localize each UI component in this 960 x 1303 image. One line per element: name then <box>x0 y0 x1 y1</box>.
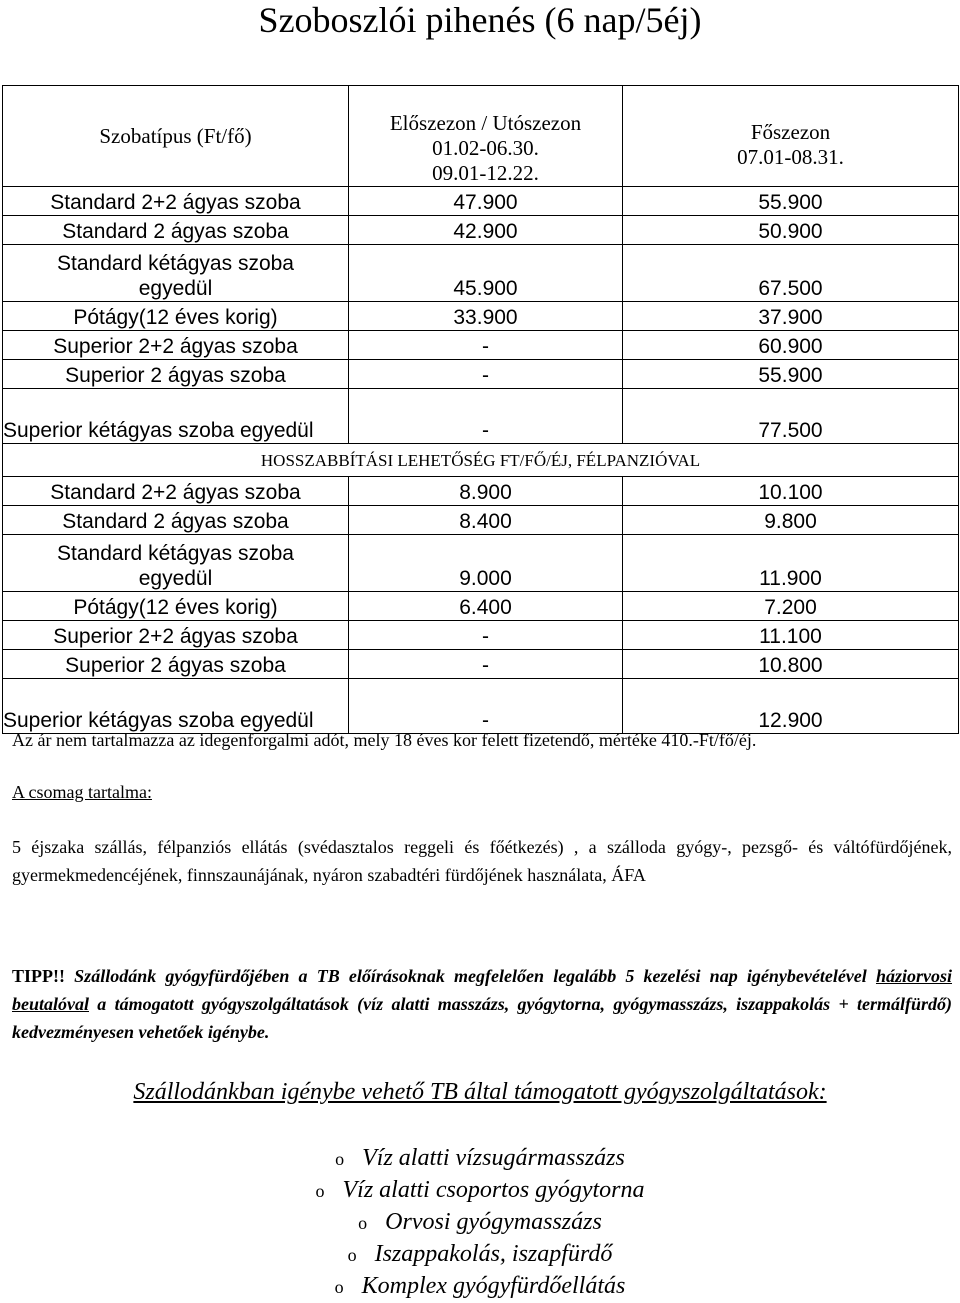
tipp-text-2: a támogatott gyógyszolgáltatások (víz alatti masszázs, gyógytorna, gyógymasszázs, iszappakolás + termálfürdő) kedvezményesen vehetőek igénybe. <box>12 994 952 1042</box>
package-title: A csomag tartalma: <box>12 782 152 802</box>
room-type-cell <box>3 650 349 679</box>
room-type-cell <box>3 535 349 592</box>
room-type-cell <box>3 187 349 216</box>
preseason-price: - <box>349 650 623 679</box>
tipp-underlined: háziorvosi beutalóval <box>12 966 952 1014</box>
room-type-line: Superior kétágyas szoba egyedül <box>3 419 314 442</box>
list-item <box>0 1238 960 1270</box>
header-preseason-line: Előszezon / Utószezon <box>389 111 582 135</box>
room-type-line: Superior 2 ágyas szoba <box>65 654 286 677</box>
mainseason-price: 11.100 <box>623 621 959 650</box>
service-label: Orvosi gyógymasszázs <box>385 1209 602 1235</box>
room-type-line: Standard kétágyas szoba <box>57 252 294 275</box>
list-item <box>0 1270 960 1302</box>
mainseason-price: 11.900 <box>623 535 959 592</box>
list-item <box>0 1142 960 1174</box>
room-type-cell <box>3 331 349 360</box>
header-mainseason <box>623 86 959 187</box>
table-row <box>3 506 959 535</box>
room-type-cell <box>3 506 349 535</box>
header-room-type: Szobatípus (Ft/fő) <box>3 86 349 187</box>
room-type-cell <box>3 216 349 245</box>
room-type-line: Pótágy(12 éves korig) <box>73 596 278 619</box>
header-mainseason-line: Főszezon <box>750 120 831 144</box>
table-row <box>3 187 959 216</box>
page-title: Szoboszlói pihenés (6 nap/5éj) <box>258 0 702 40</box>
table-row <box>3 621 959 650</box>
header-preseason-line: 01.02-06.30. <box>432 136 539 160</box>
room-type-line: egyedül <box>138 567 213 590</box>
mainseason-price: 10.800 <box>623 650 959 679</box>
room-type-line: Standard 2 ágyas szoba <box>62 510 289 533</box>
room-type-cell <box>3 592 349 621</box>
room-type-cell <box>3 477 349 506</box>
room-type-cell <box>3 389 349 444</box>
preseason-price: 9.000 <box>349 535 623 592</box>
room-type-line: Superior 2 ágyas szoba <box>65 364 286 387</box>
room-type-cell <box>3 621 349 650</box>
room-type-cell <box>3 245 349 302</box>
room-type-cell <box>3 360 349 389</box>
preseason-price: - <box>349 360 623 389</box>
preseason-price: 8.400 <box>349 506 623 535</box>
table-row <box>3 302 959 331</box>
bullet-icon: o <box>358 1213 368 1233</box>
room-type-line: Superior 2+2 ágyas szoba <box>53 335 298 358</box>
mainseason-price: 10.100 <box>623 477 959 506</box>
tipp-text-1: Szállodánk gyógyfürdőjében a TB előírásoknak megfelelően legalább 5 kezelési nap igénybevételével <box>65 966 876 986</box>
table-row <box>3 245 959 302</box>
preseason-price: 45.900 <box>349 245 623 302</box>
room-type-cell <box>3 302 349 331</box>
room-type-line: Standard 2 ágyas szoba <box>62 220 289 243</box>
mainseason-price: 55.900 <box>623 360 959 389</box>
header-preseason-line: 09.01-12.22. <box>432 161 539 185</box>
bullet-icon: o <box>334 1277 344 1297</box>
mainseason-price: 37.900 <box>623 302 959 331</box>
room-type-line: Standard kétágyas szoba <box>57 542 294 565</box>
table-header-row <box>3 86 959 187</box>
room-type-line: Standard 2+2 ágyas szoba <box>50 191 301 214</box>
bullet-icon: o <box>315 1181 325 1201</box>
extension-title: HOSSZABBÍTÁSI LEHETŐSÉG FT/FŐ/ÉJ, FÉLPANZIÓVAL <box>3 444 959 477</box>
preseason-price: - <box>349 679 623 734</box>
mainseason-price: 12.900 <box>623 679 959 734</box>
service-label: Komplex gyógyfürdőellátás <box>361 1273 626 1299</box>
service-label: Iszappakolás, iszapfürdő <box>374 1241 613 1267</box>
tipp-label: TIPP!! <box>12 966 65 986</box>
preseason-price: 33.900 <box>349 302 623 331</box>
table-row <box>3 477 959 506</box>
room-type-line: egyedül <box>138 277 213 300</box>
table-row <box>3 360 959 389</box>
list-item <box>0 1206 960 1238</box>
preseason-price: 8.900 <box>349 477 623 506</box>
header-preseason <box>349 86 623 187</box>
table-row <box>3 650 959 679</box>
bullet-icon: o <box>335 1149 345 1169</box>
preseason-price: 6.400 <box>349 592 623 621</box>
tipp-paragraph <box>12 962 952 1046</box>
table-row <box>3 331 959 360</box>
tax-note: Az ár nem tartalmazza az idegenforgalmi adót, mely 18 éves kor felett fizetendő, mértéke 410.-Ft/fő/éj. <box>12 730 757 750</box>
bullet-icon: o <box>347 1245 357 1265</box>
preseason-price: - <box>349 621 623 650</box>
mainseason-price: 7.200 <box>623 592 959 621</box>
mainseason-price: 60.900 <box>623 331 959 360</box>
service-label: Víz alatti vízsugármasszázs <box>362 1145 625 1171</box>
mainseason-price: 9.800 <box>623 506 959 535</box>
room-type-line: Pótágy(12 éves korig) <box>73 306 278 329</box>
table-row <box>3 535 959 592</box>
mainseason-price: 55.900 <box>623 187 959 216</box>
room-type-line: Superior 2+2 ágyas szoba <box>53 625 298 648</box>
table-row <box>3 216 959 245</box>
preseason-price: - <box>349 389 623 444</box>
mainseason-price: 67.500 <box>623 245 959 302</box>
preseason-price: 42.900 <box>349 216 623 245</box>
price-table <box>2 85 959 734</box>
list-item <box>0 1174 960 1206</box>
mainseason-price: 77.500 <box>623 389 959 444</box>
preseason-price: 47.900 <box>349 187 623 216</box>
table-row <box>3 389 959 444</box>
header-mainseason-line: 07.01-08.31. <box>737 145 844 169</box>
package-text: 5 éjszaka szállás, félpanziós ellátás (svédasztalos reggeli és főétkezés) , a szálloda gyógy-, pezsgő- és váltófürdőjének, gyermekmedencéjének, finnszaunájának, nyáron szabadtéri fürdőjének használata, ÁFA <box>12 837 952 885</box>
room-type-line: Superior kétágyas szoba egyedül <box>3 709 314 732</box>
mainseason-price: 50.900 <box>623 216 959 245</box>
room-type-line: Standard 2+2 ágyas szoba <box>50 481 301 504</box>
extension-title-row <box>3 444 959 477</box>
services-title: Szállodánkban igénybe vehető TB által támogatott gyógyszolgáltatások: <box>133 1079 827 1105</box>
services-list <box>0 1142 960 1302</box>
service-label: Víz alatti csoportos gyógytorna <box>342 1177 645 1203</box>
preseason-price: - <box>349 331 623 360</box>
table-row <box>3 592 959 621</box>
